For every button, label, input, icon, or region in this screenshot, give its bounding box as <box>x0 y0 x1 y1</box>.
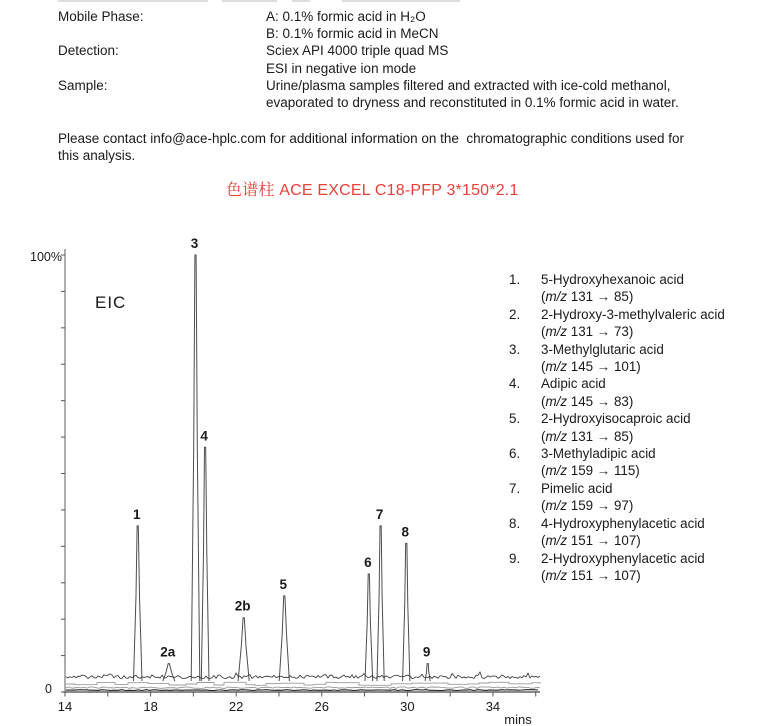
x-tick-label: 18 <box>143 699 158 714</box>
legend-item-number: 5. <box>509 411 521 427</box>
legend-item <box>509 550 725 585</box>
legend-item-name: 2-Hydroxyphenylacetic acid <box>541 550 705 566</box>
x-tick-label: 22 <box>228 699 244 714</box>
peak-4 <box>201 447 209 681</box>
peak-1 <box>134 526 143 681</box>
condition-label: Detection: <box>58 43 119 59</box>
legend-item-number: 8. <box>509 515 521 531</box>
legend-item <box>509 480 725 515</box>
legend-item-number: 6. <box>509 446 521 462</box>
peak-label-7: 7 <box>375 506 384 522</box>
x-tick-label: 34 <box>485 699 501 714</box>
peak-6 <box>365 574 373 681</box>
peak-label-3: 3 <box>190 236 199 251</box>
x-tick-label: 26 <box>314 699 329 714</box>
series-label: EIC <box>95 293 127 312</box>
condition-value-line: Urine/plasma samples filtered and extracted with ice-cold methanol, <box>266 77 671 93</box>
condition-value-line: Sciex API 4000 triple quad MS <box>266 43 449 59</box>
eic-trace-stepped <box>66 682 540 685</box>
contact-note-line: Please contact info@ace-hplc.com for additional information on the chromatographic conditions used for <box>58 131 685 146</box>
legend-item-number: 4. <box>509 376 521 392</box>
legend-item-transition: (m/z 159 → 97) <box>541 498 634 514</box>
legend-item-name: 3-Methyladipic acid <box>541 446 656 462</box>
legend-item-name: 5-Hydroxyhexanoic acid <box>541 272 684 287</box>
condition-label: Sample: <box>58 77 108 93</box>
peak-label-2b: 2b <box>234 598 251 614</box>
legend-item-name: 2-Hydroxy-3-methylvaleric acid <box>541 306 725 322</box>
legend-item-indent <box>509 393 541 410</box>
x-tick-label: 14 <box>57 699 73 714</box>
legend-item-indent <box>509 497 541 514</box>
legend-item <box>509 375 725 410</box>
legend-item <box>509 445 725 480</box>
legend-item <box>509 341 725 376</box>
legend-item-name: 2-Hydroxyisocaproic acid <box>541 411 691 427</box>
legend-item <box>509 306 725 341</box>
legend-item-indent <box>509 428 541 445</box>
legend-item-name: 3-Methylglutaric acid <box>541 341 664 357</box>
legend-item-name: 4-Hydroxyphenylacetic acid <box>541 515 705 531</box>
peak-label-5: 5 <box>279 576 288 592</box>
legend-item-transition: (m/z 151 → 107) <box>541 533 641 549</box>
peak-label-1: 1 <box>132 506 141 522</box>
legend-item-indent <box>509 462 541 479</box>
peak-legend <box>509 271 725 584</box>
y-axis-zero-label: 0 <box>45 682 52 696</box>
legend-item-number: 3. <box>509 341 521 357</box>
legend-item-number: 9. <box>509 550 521 566</box>
peak-label-9: 9 <box>422 644 431 660</box>
peak-8 <box>403 543 410 681</box>
peak-2b <box>238 618 249 681</box>
condition-value-line: B: 0.1% formic acid in MeCN <box>266 26 439 42</box>
legend-item-number: 7. <box>509 480 521 496</box>
legend-item-transition: (m/z 151 → 107) <box>541 567 641 583</box>
legend-item-indent <box>509 358 541 375</box>
legend-item <box>509 410 725 445</box>
peak-label-6: 6 <box>364 555 372 571</box>
legend-item-indent <box>509 288 541 305</box>
legend-item-name: Pimelic acid <box>541 480 613 496</box>
peak-label-2a: 2a <box>160 644 176 660</box>
peak-9 <box>425 664 430 681</box>
peak-label-8: 8 <box>401 524 410 540</box>
legend-item-transition: (m/z 159 → 115) <box>541 463 640 479</box>
column-title: 色谱柱 ACE EXCEL C18-PFP 3*150*2.1 <box>226 182 519 199</box>
legend-item-indent <box>509 532 541 549</box>
legend-item-transition: (m/z 145 → 101) <box>541 359 641 375</box>
peak-label-4: 4 <box>200 428 208 444</box>
eic-trace-dark-flat <box>66 690 538 691</box>
legend-item-indent <box>509 323 541 340</box>
legend-item <box>509 515 725 550</box>
peak-3 <box>191 255 200 681</box>
legend-item-indent <box>509 567 541 584</box>
legend-item-transition: (m/z 145 → 83) <box>541 393 634 409</box>
legend-item-number: 1. <box>509 272 521 287</box>
peak-7 <box>377 526 384 681</box>
legend-item-transition: (m/z 131 → 73) <box>541 324 634 340</box>
condition-value-line: ESI in negative ion mode <box>266 60 417 76</box>
condition-value-line: evaporated to dryness and reconstituted in 0.1% formic acid in water. <box>266 95 679 111</box>
peak-5 <box>279 596 289 681</box>
condition-label: Mobile Phase: <box>58 9 144 24</box>
legend-item-name: Adipic acid <box>541 376 606 392</box>
legend-item-transition: (m/z 131 → 85) <box>541 428 634 444</box>
legend-item <box>509 271 725 306</box>
legend-item-transition: (m/z 131 → 85) <box>541 289 634 305</box>
eic-trace-gray <box>66 687 540 689</box>
x-tick-label: 30 <box>400 699 415 714</box>
x-axis-unit-label: mins <box>504 712 532 726</box>
legend-item-number: 2. <box>509 306 521 322</box>
y-axis-top-label: 100% <box>30 250 62 264</box>
contact-note-line: this analysis. <box>58 148 136 164</box>
condition-value-line: A: 0.1% formic acid in H₂O <box>266 9 426 24</box>
